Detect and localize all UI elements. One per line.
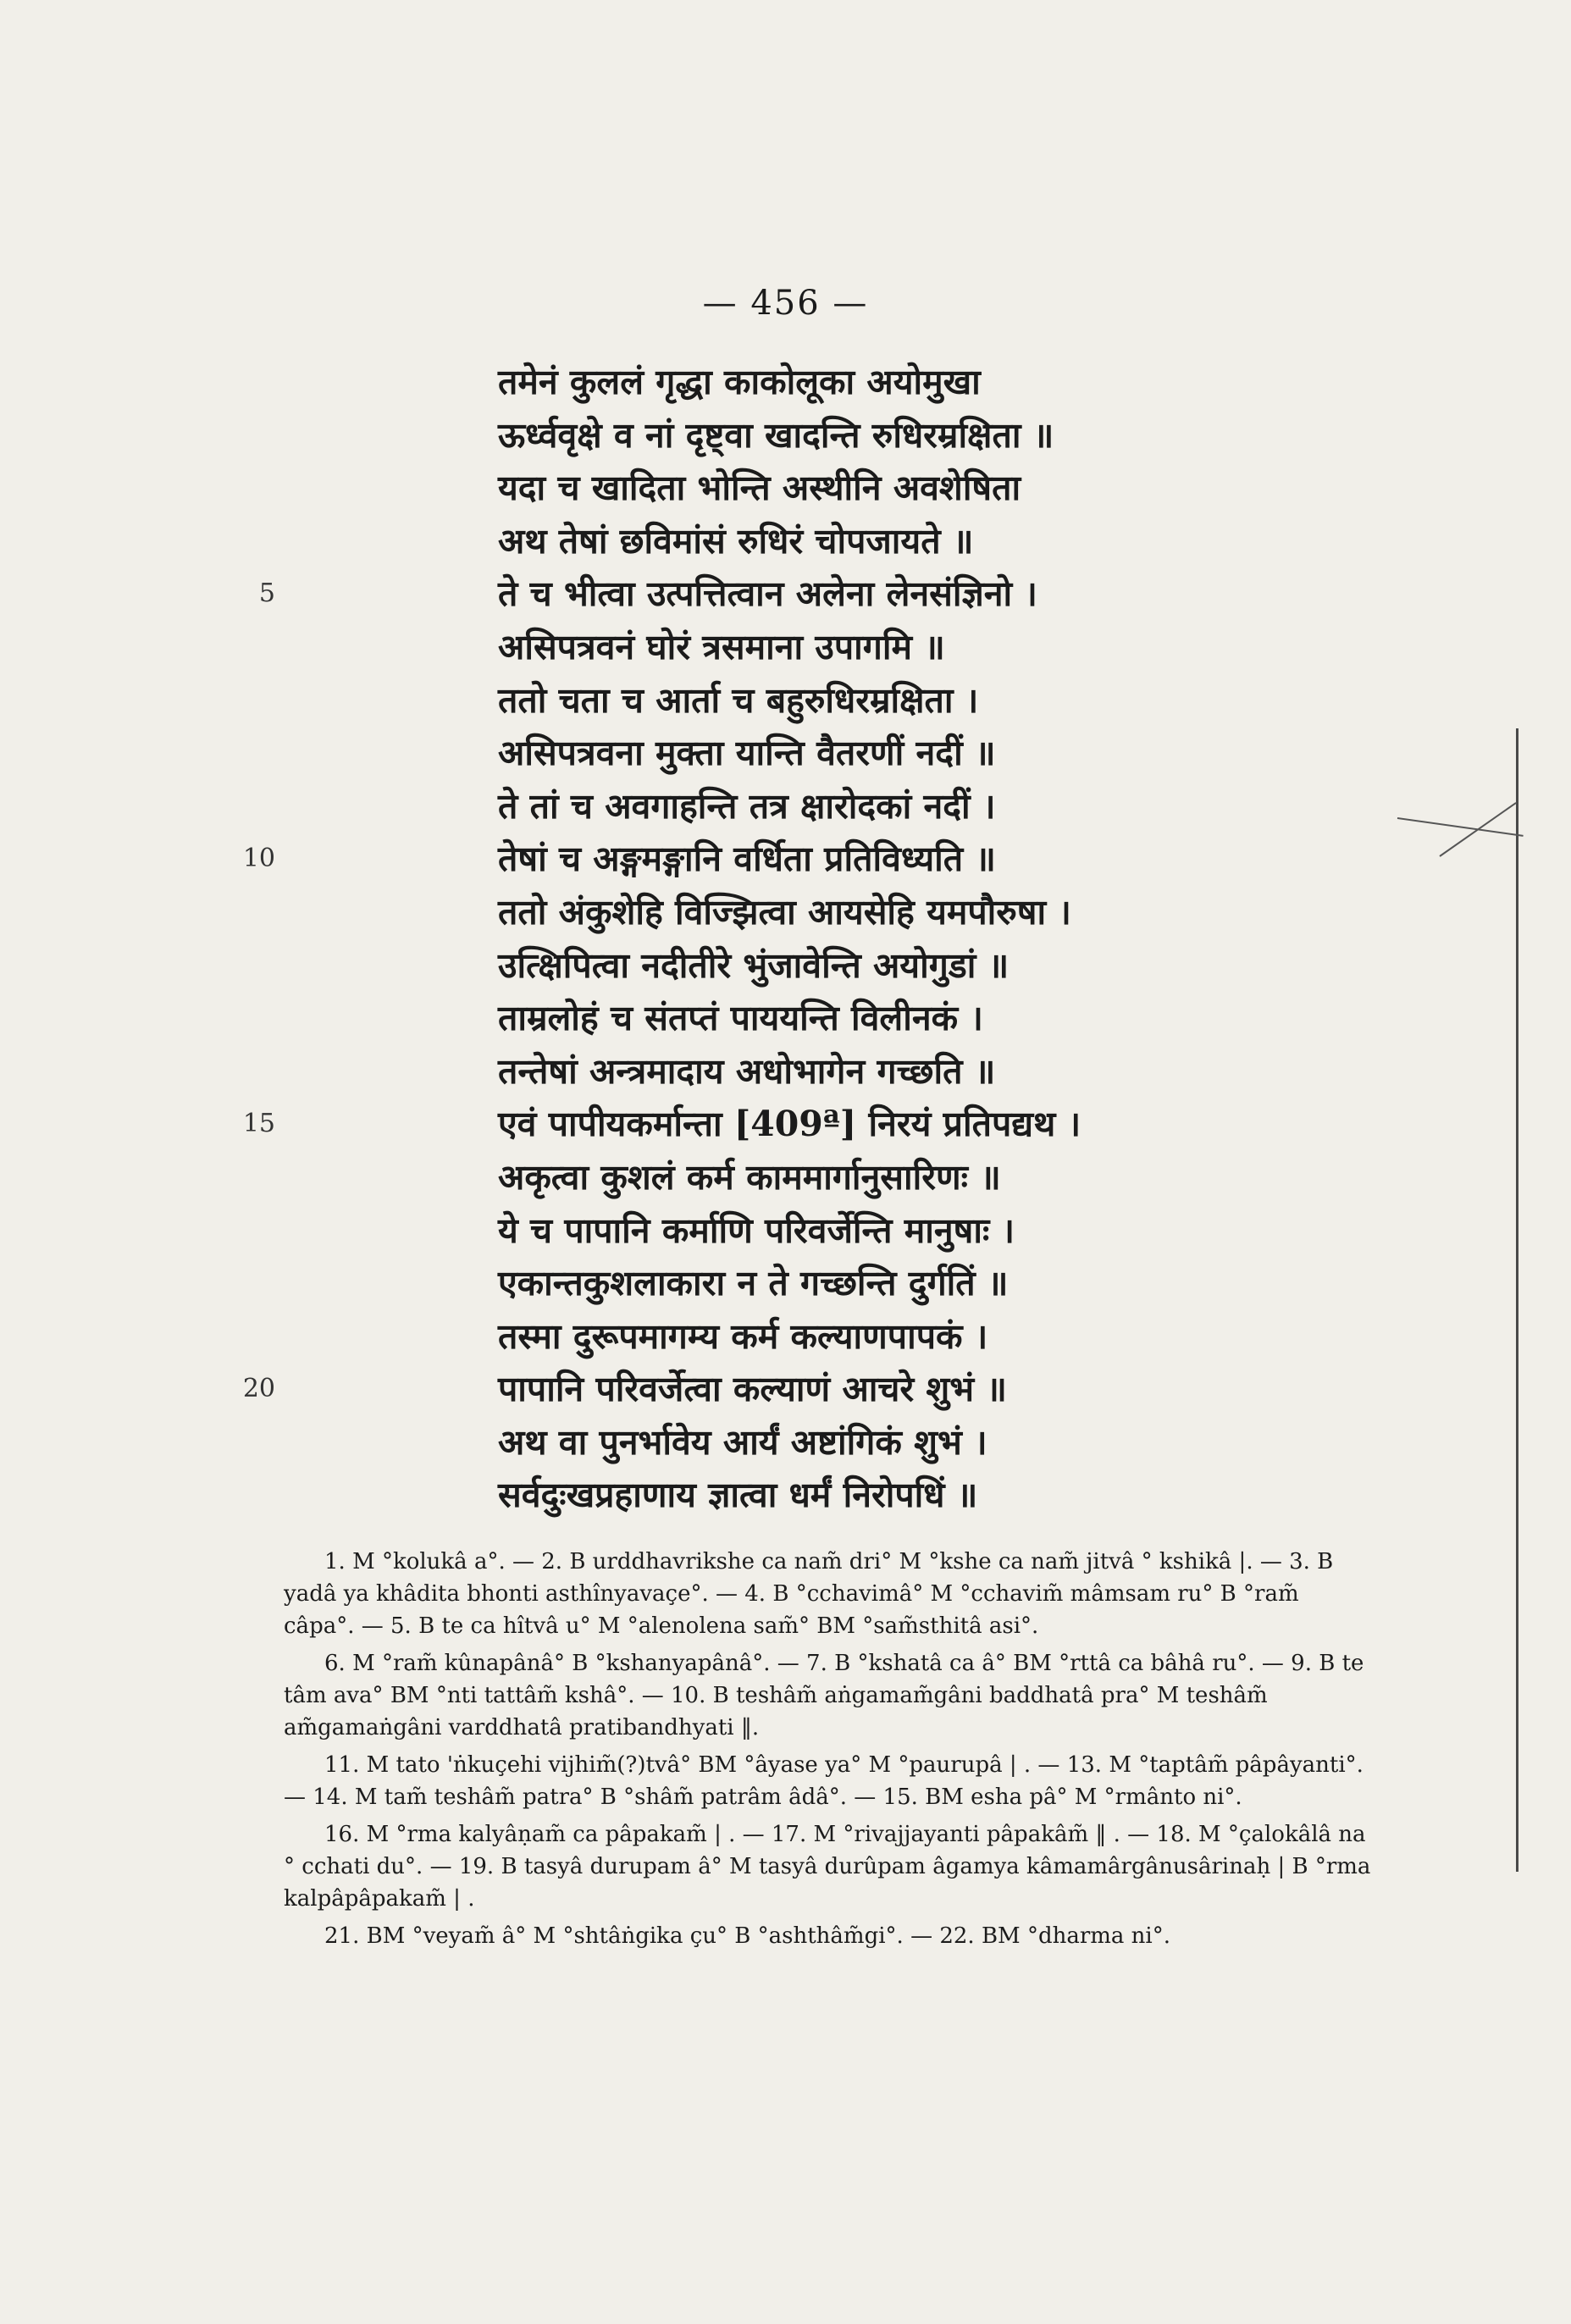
- verse-line: तमेनं कुललं गृद्धा काकोलूका अयोमुखा: [498, 362, 981, 402]
- verse-line: एकान्तकुशलाकारा न ते गच्छन्ति दुर्गतिं ॥: [498, 1263, 1009, 1304]
- verse-line: ते च भीत्वा उत्पत्तित्वान अलेना लेनसंज्ञिनो ।: [498, 573, 1037, 615]
- verse-line: एवं पापीयकर्मान्ता [409ª] निरयं प्रतिपद्यथ ।: [498, 1104, 1081, 1145]
- verse-line: तस्मा दुरूपमागम्य कर्म कल्याणपापकं ।: [498, 1315, 988, 1357]
- verse-line: उत्क्षिपित्वा नदीतीरे भुंजावेन्ति अयोगुडां ॥: [498, 944, 1010, 986]
- line-number-10: 10: [242, 844, 275, 873]
- verse-line: तन्तेषां अन्त्रमादाय अधोभागेन गच्छति ॥: [498, 1050, 996, 1092]
- page-number: — 456 —: [702, 284, 869, 323]
- verse-line: ऊर्ध्ववृक्षे व नां दृष्ट्वा खादन्ति रुधिरम्रक्षिता ॥: [498, 414, 1054, 456]
- footnote-paragraph: 16. M °rma kalyâṇam̃ ca pâpakam̃ | . — 17. M °rivajjayanti pâpakâm̃ ‖ . — 18. M °çalokâlâ na ° cchati du°. — 19. B tasyâ durupam â° M tasyâ durûpam âgamya kâmamârgânusârinaḥ | B °rma kalpâpâpakam̃ | .: [284, 1822, 1371, 1912]
- margin-pencil-mark: [1397, 817, 1524, 837]
- footnotes: [284, 1546, 1376, 1957]
- footnote-paragraph: 1. M °kolukâ a°. — 2. B urddhavrikshe ca nam̃ dri° M °kshe ca nam̃ jitvâ ° kshikâ |. — 3. B yadâ ya khâdita bhonti asthînyavaçe°. — 4. B °cchavimâ° M °cchavim̃ mâmsam ru° B °ram̃ câpa°. — 5. B te ca hîtvâ u° M °alenolena sam̃° BM °sam̃sthitâ asi°.: [284, 1549, 1334, 1639]
- verse-line: ते तां च अवगाहन्ति तत्र क्षारोदकां नदीं ।: [498, 785, 996, 827]
- verse-line: पापानि परिवर्जेत्वा कल्याणं आचरे शुभं ॥: [498, 1369, 1007, 1410]
- verse-line: ये च पापानि कर्माणि परिवर्जेन्ति मानुषाः ।: [498, 1209, 1015, 1251]
- footnote-paragraph: 6. M °ram̃ kûnapânâ° B °kshanyapânâ°. — 7. B °kshatâ ca â° BM °rttâ ca bâhâ ru°. — 9. B te tâm ava° BM °nti tattâm̃ kshâ°. — 10. B teshâm̃ aṅgamam̃gâni baddhatâ pra° M teshâm̃ am̃gamaṅgâni varddhatâ pratibandhyati ‖.: [284, 1651, 1364, 1740]
- verse-line: असिपत्रवनं घोरं त्रसमाना उपागमि ॥: [498, 626, 945, 667]
- line-number-20: 20: [242, 1374, 275, 1403]
- footnote-paragraph: 11. M tato 'ṅkuçehi vijhim̃(?)tvâ° BM °âyase ya° M °paurupâ | . — 13. M °taptâm̃ pâpâyanti°. — 14. M tam̃ teshâm̃ patra° B °shâm̃ patrâm âdâ°. — 15. BM esha pâ° M °rmânto ni°.: [284, 1752, 1364, 1810]
- verse-line: ततो चता च आर्ता च बहुरुधिरम्रक्षिता ।: [498, 679, 979, 721]
- verse-line: अथ तेषां छविमांसं रुधिरं चोपजायते ॥: [498, 520, 974, 562]
- verse-line: अकृत्वा कुशलं कर्म काममार्गानुसारिणः ॥: [498, 1156, 1001, 1198]
- margin-binding-line: [1516, 728, 1518, 1872]
- verse-block: [498, 356, 1159, 1522]
- verse-line: सर्वदुःखप्रहाणाय ज्ञात्वा धर्मं निरोपधिं ॥: [498, 1475, 978, 1516]
- verse-line: ततो अंकुशेहि विज्झित्वा आयसेहि यमपौरुषा ।: [498, 891, 1071, 932]
- margin-pencil-mark: [1439, 802, 1516, 857]
- footnote-paragraph: 21. BM °veyam̃ â° M °shtâṅgika çu° B °ashthâm̃gi°. — 22. BM °dharma ni°.: [324, 1923, 1171, 1949]
- verse-line: यदा च खादिता भोन्ति अस्थीनि अवशेषिता: [498, 468, 1021, 509]
- verse-line: ताम्रलोहं च संतप्तं पाययन्ति विलीनकं ।: [498, 998, 983, 1039]
- verse-line: अथ वा पुनर्भावेय आर्यं अष्टांगिकं शुभं ।: [498, 1421, 987, 1463]
- verse-line: तेषां च अङ्गमङ्गानि वर्धिता प्रतिविध्यति ॥: [498, 838, 996, 880]
- verse-line: असिपत्रवना मुक्ता यान्ति वैतरणीं नदीं ॥: [498, 733, 996, 774]
- line-number-15: 15: [242, 1109, 275, 1138]
- line-number-5: 5: [258, 578, 275, 608]
